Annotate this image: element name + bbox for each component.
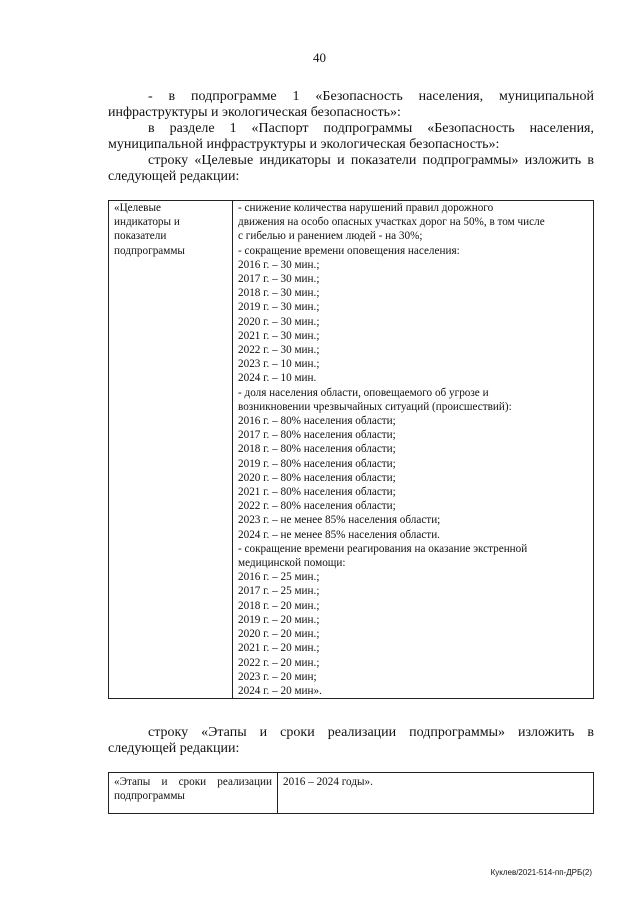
stages-label-line1: «Этапы и сроки реализации — [114, 776, 272, 788]
intro-line: в разделе 1 «Паспорт подпрограммы «Безопасность населения, — [148, 121, 594, 136]
mid-line: следующей редакции: — [108, 741, 240, 756]
intro-paragraph — [108, 89, 594, 185]
table-line: медицинской помощи: — [238, 557, 346, 570]
table-line: 2019 г. – 80% населения области; — [238, 457, 396, 470]
table-line: индикаторы и — [114, 216, 180, 229]
table-line: 2019 г. – 30 мин.; — [238, 301, 320, 314]
table-line: 2021 г. – 80% населения области; — [238, 486, 396, 499]
table-row — [109, 773, 594, 814]
table-line: возникновении чрезвычайных ситуаций (происшествий): — [238, 400, 512, 413]
table-line: - снижение количества нарушений правил дорожного — [238, 202, 494, 214]
intro-line: инфраструктуры и экологическая безопасность»: — [108, 105, 401, 120]
intro-line: строку «Целевые индикаторы и показатели подпрограммы» изложить в — [148, 153, 594, 168]
table-line: 2017 г. – 80% населения области; — [238, 429, 396, 442]
table-line: подпрограммы — [114, 244, 185, 257]
table-row — [109, 201, 594, 699]
table-line: 2024 г. – не менее 85% населения области. — [238, 528, 440, 541]
table-line: показатели — [114, 230, 167, 243]
table-line: 2024 г. – 10 мин. — [238, 372, 317, 385]
table-line: - сокращение времени оповещения населения: — [238, 244, 460, 257]
table-line: 2023 г. – не менее 85% населения области; — [238, 514, 441, 527]
table-line: «Целевые — [114, 202, 161, 214]
table-line: 2022 г. – 80% населения области; — [238, 500, 396, 513]
indicators-values-cell — [233, 201, 594, 699]
stages-label-cell — [109, 773, 278, 814]
table-line: 2022 г. – 30 мин.; — [238, 344, 320, 357]
table-line: 2020 г. – 20 мин.; — [238, 628, 320, 641]
table-line: 2018 г. – 80% населения области; — [238, 443, 396, 456]
table-line: 2018 г. – 20 мин.; — [238, 599, 320, 612]
table-line: с гибелью и ранением людей - на 30%; — [238, 230, 423, 243]
table-line: 2022 г. – 20 мин.; — [238, 656, 320, 669]
mid-line: строку «Этапы и сроки реализации подпрограммы» изложить в — [148, 725, 594, 740]
table-line: 2016 г. – 80% населения области; — [238, 415, 396, 428]
indicators-label-cell — [109, 201, 233, 699]
indicators-label — [114, 201, 227, 258]
intro-line: следующей редакции: — [108, 169, 240, 184]
intro-line: - в подпрограмме 1 «Безопасность населения, муниципальной — [148, 89, 594, 104]
table-line: - сокращение времени реагирования на оказание экстренной — [238, 542, 528, 555]
footer-reference: Куклев/2021-514-пп-ДРБ(2) — [490, 868, 592, 877]
page-number: 40 — [313, 50, 326, 65]
intro-line: муниципальной инфраструктуры и экологическая безопасность»: — [108, 137, 500, 152]
stages-table — [108, 772, 594, 814]
table-line: 2021 г. – 30 мин.; — [238, 329, 320, 342]
table-line: 2023 г. – 20 мин; — [238, 670, 317, 683]
table-line: 2018 г. – 30 мин.; — [238, 287, 320, 300]
table-line: движения на особо опасных участках дорог на 50%, в том числе — [238, 216, 545, 229]
stages-value: 2016 – 2024 годы». — [283, 776, 373, 788]
table-line: 2016 г. – 25 мин.; — [238, 571, 320, 584]
indicators-values — [238, 201, 588, 698]
table-line: 2021 г. – 20 мин.; — [238, 642, 320, 655]
table-line: 2019 г. – 20 мин.; — [238, 613, 320, 626]
stages-label-line2: подпрограммы — [114, 790, 185, 803]
table-line: 2016 г. – 30 мин.; — [238, 258, 320, 271]
table-line: 2024 г. – 20 мин». — [238, 684, 322, 697]
table-line: - доля населения области, оповещаемого об угрозе и — [238, 386, 489, 399]
mid-paragraph — [108, 725, 594, 757]
table-line: 2017 г. – 25 мин.; — [238, 585, 320, 598]
table-line: 2017 г. – 30 мин.; — [238, 273, 320, 286]
table-line: 2023 г. – 10 мин.; — [238, 358, 320, 371]
table-line: 2020 г. – 30 мин.; — [238, 315, 320, 328]
stages-value-cell — [278, 773, 594, 814]
table-line: 2020 г. – 80% населения области; — [238, 471, 396, 484]
indicators-table — [108, 200, 594, 699]
